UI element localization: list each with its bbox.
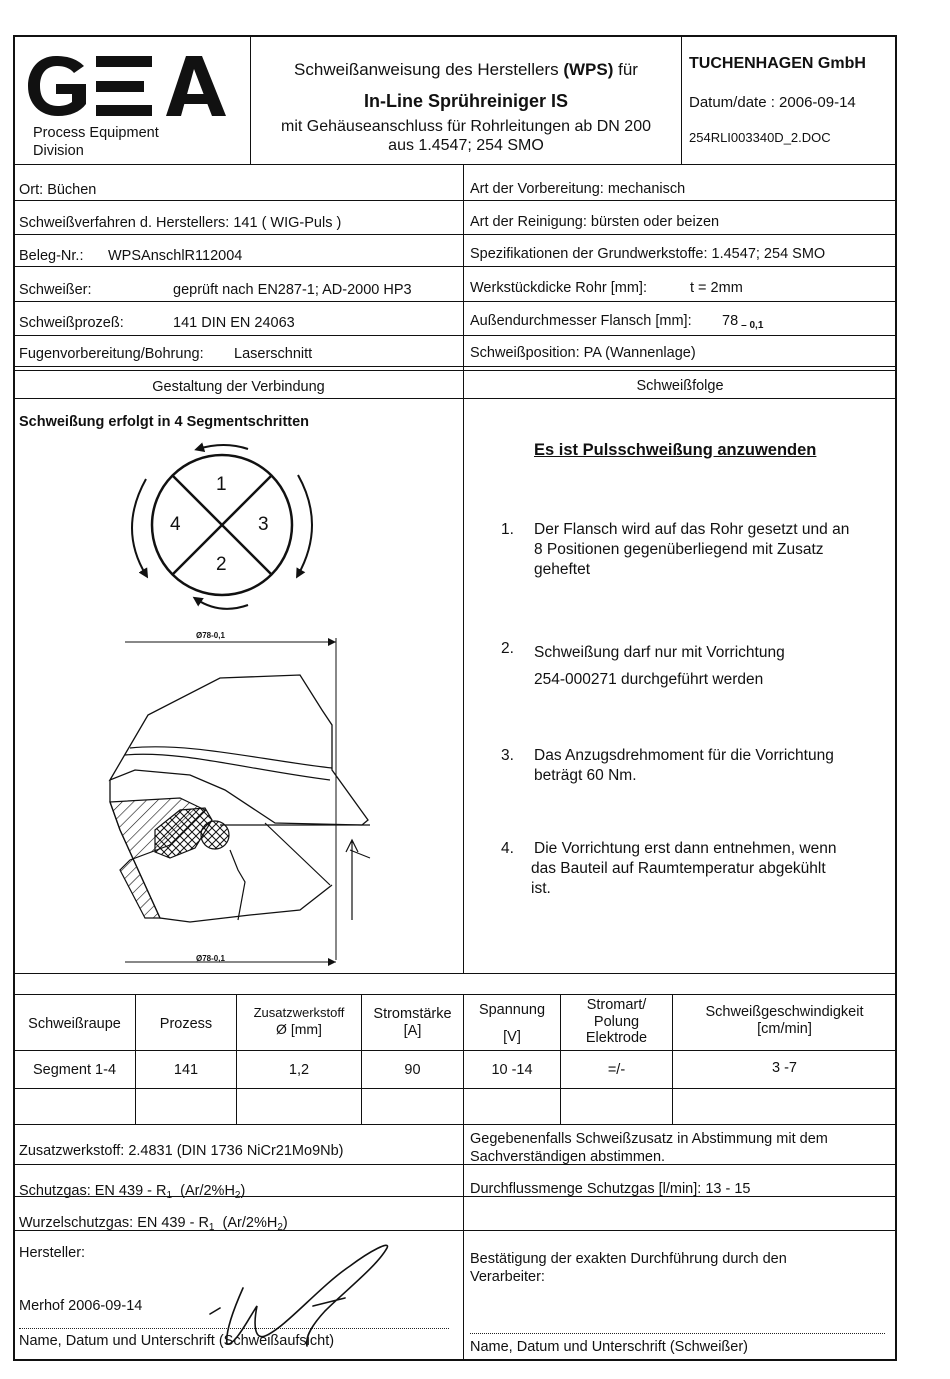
schweisser-label: Schweißer: (19, 282, 92, 298)
step-1-number: 1. (501, 521, 514, 538)
th-stromstaerke: Stromstärke [A] (373, 1006, 452, 1039)
step-1-line2: 8 Positionen gegenüberliegend mit Zusatz (534, 541, 824, 559)
signature-line-right (470, 1333, 885, 1334)
row-line (14, 366, 896, 367)
step-3-line2: beträgt 60 Nm. (534, 767, 637, 785)
step-4-line2: das Bauteil auf Raumtemperatur abgekühlt (531, 860, 826, 878)
rotation-arrow-right (298, 475, 312, 575)
signature-caption-right: Name, Datum und Unterschrift (Schweißer) (470, 1339, 748, 1355)
ort: Ort: Büchen (19, 182, 97, 198)
th-spannung: Spannung [V] (478, 1002, 546, 1045)
th-schweissraupe: Schweißraupe (28, 1016, 121, 1032)
fugen-value: Laserschnitt (234, 346, 313, 362)
table-header-bottom (14, 1050, 896, 1051)
row-line (14, 234, 896, 235)
product-name: In-Line Sprühreiniger IS (363, 91, 569, 111)
step-1-line3: geheftet (534, 561, 591, 579)
row-line (14, 370, 896, 371)
fugen-label: Fugenvorbereitung/Bohrung: (19, 346, 204, 362)
schweissverfahren: Schweißverfahren d. Herstellers: 141 ( WIG-Puls ) (19, 215, 342, 231)
step-4-line3: ist. (531, 880, 551, 898)
schweisser-value: geprüft nach EN287-1; AD-2000 HP3 (173, 282, 412, 298)
cross-section-drawing (100, 620, 400, 970)
step-2 (501, 639, 896, 699)
document-reference: 254RLI003340D_2.DOC (689, 130, 831, 145)
row-line (14, 266, 896, 267)
confirm-line2: Verarbeiter: (470, 1269, 545, 1285)
table-top-line-2 (14, 994, 896, 995)
vorbereitung: Art der Vorbereitung: mechanisch (470, 181, 686, 197)
dimension-top: Ø78-0,1 (196, 631, 225, 640)
schutzgas: Schutzgas: EN $439 - R_1$ $(Ar/2\%H_2)$ (19, 1183, 246, 1201)
dimension-bottom: Ø78-0,1 (196, 954, 225, 963)
signature-caption-left: Name, Datum und Unterschrift (Schweißaufsicht) (19, 1333, 335, 1349)
td-prozess: 141 (173, 1062, 199, 1078)
prozess-value: 141 DIN EN 24063 (173, 315, 295, 331)
rotation-arrow-top (198, 445, 248, 449)
company-name: TUCHENHAGEN GmbH (689, 55, 866, 72)
beleg-label: Beleg-Nr.: (19, 248, 84, 264)
footer-line (14, 1164, 896, 1165)
segment-diagram (120, 435, 320, 615)
segment-note: Schweißung erfolgt in 4 Segmentschritten (19, 414, 310, 430)
step-4-line1: Die Vorrichtung erst dann entnehmen, wenn (534, 840, 837, 857)
row-line (14, 301, 896, 302)
rotation-arrow-left (132, 479, 146, 575)
werkstueckdicke-label: Werkstückdicke Rohr [mm]: (470, 280, 647, 296)
durchflussmenge: Durchflussmenge Schutzgas [l/min]: 13 - 15 (470, 1181, 751, 1197)
hinweis-line2: Sachverständigen abstimmen. (470, 1149, 666, 1165)
left-section-heading: Gestaltung der Verbindung (152, 379, 325, 395)
beleg-value: WPSAnschlR112004 (108, 248, 243, 264)
info-divider (463, 165, 464, 370)
steps-heading: Es ist Pulsschweißung anzuwenden (534, 441, 817, 459)
step-3 (501, 746, 896, 796)
document-date: Datum/date : 2006-09-14 (689, 94, 856, 111)
logo-subtitle-line2: Division (33, 143, 84, 159)
td-stromstaerke: 90 (404, 1062, 421, 1078)
footer-divider (463, 1124, 464, 1360)
step-1-line1: Der Flansch wird auf das Rohr gesetzt und an (534, 521, 850, 538)
handwritten-signature (195, 1236, 405, 1356)
step-3-number: 3. (501, 747, 514, 764)
document-title: Schweißanweisung des Herstellers (WPS) für (294, 60, 638, 79)
step-4-number: 4. (501, 840, 514, 857)
th-geschwindigkeit: Schweißgeschwindigkeit [cm/min] (705, 1004, 864, 1037)
table-row1-bottom (14, 1088, 896, 1089)
td-geschwindigkeit: 3 -7 (772, 1060, 797, 1076)
logo-subtitle-line1: Process Equipment (33, 125, 159, 141)
section-divider (463, 370, 464, 973)
table-row2-bottom (14, 1124, 896, 1125)
gea-logo (26, 54, 236, 118)
subtitle-line1: mit Gehäuseanschluss für Rohrleitungen ab DN 200 (281, 118, 651, 135)
td-zusatzwerkstoff: 1,2 (288, 1062, 310, 1078)
prozess-label: Schweißprozeß: (19, 315, 124, 331)
confirm-line1: Bestätigung der exakten Durchführung durch den (470, 1251, 787, 1267)
th-prozess: Prozess (159, 1016, 213, 1032)
td-stromart: =/- (607, 1062, 626, 1078)
row-line (14, 335, 896, 336)
step-1 (501, 520, 896, 590)
th-stromart: Stromart/ Polung Elektrode (585, 997, 648, 1047)
werkstueckdicke-value: t = 2mm (690, 280, 743, 296)
segment-1-label: 1 (216, 474, 227, 495)
table-col-line (135, 994, 136, 1124)
step-2-line1: Schweißung darf nur mit Vorrichtung (534, 644, 785, 661)
hinweis-line1: Gegebenenfalls Schweißzusatz in Abstimmung mit dem (470, 1131, 828, 1147)
td-schweissraupe: Segment 1-4 (32, 1062, 117, 1078)
rotation-arrow-bottom (196, 599, 248, 609)
signer-name-date: Merhof 2006-09-14 (19, 1298, 143, 1314)
step-4 (501, 839, 896, 909)
flansch-value: 78 $_{- 0,1}$ (722, 313, 764, 331)
section-heading-line (14, 398, 896, 399)
right-section-heading: Schweißfolge (636, 378, 724, 394)
zusatzwerkstoff: Zusatzwerkstoff: 2.4831 (DIN 1736 NiCr21Mo9Nb) (19, 1143, 344, 1159)
schweissposition: Schweißposition: PA (Wannenlage) (470, 345, 696, 361)
header-divider-2 (681, 36, 682, 164)
grundwerkstoffe: Spezifikationen der Grundwerkstoffe: 1.4547; 254 SMO (470, 246, 826, 262)
table-top-line-1 (14, 973, 896, 974)
step-3-line1: Das Anzugsdrehmoment für die Vorrichtung (534, 747, 834, 764)
reinigung: Art der Reinigung: bürsten oder beizen (470, 214, 720, 230)
step-2-line2: 254-000271 durchgeführt werden (534, 671, 764, 689)
th-zusatzwerkstoff: Zusatzwerkstoff Ø [mm] (253, 1005, 345, 1037)
segment-3-label: 3 (258, 514, 269, 535)
step-2-number: 2. (501, 640, 514, 657)
segment-2-label: 2 (216, 554, 227, 575)
td-spannung: 10 -14 (491, 1062, 533, 1078)
segment-4-label: 4 (170, 514, 181, 535)
row-line (14, 200, 896, 201)
header-bottom-line (14, 164, 896, 165)
flansch-label: Außendurchmesser Flansch [mm]: (470, 313, 692, 329)
hersteller-label: Hersteller: (19, 1245, 86, 1261)
wurzelschutzgas: Wurzelschutzgas: EN $439 - R_1$ $(Ar/2\%H_2)$ (19, 1215, 288, 1233)
subtitle-line2: aus 1.4547; 254 SMO (388, 137, 544, 154)
